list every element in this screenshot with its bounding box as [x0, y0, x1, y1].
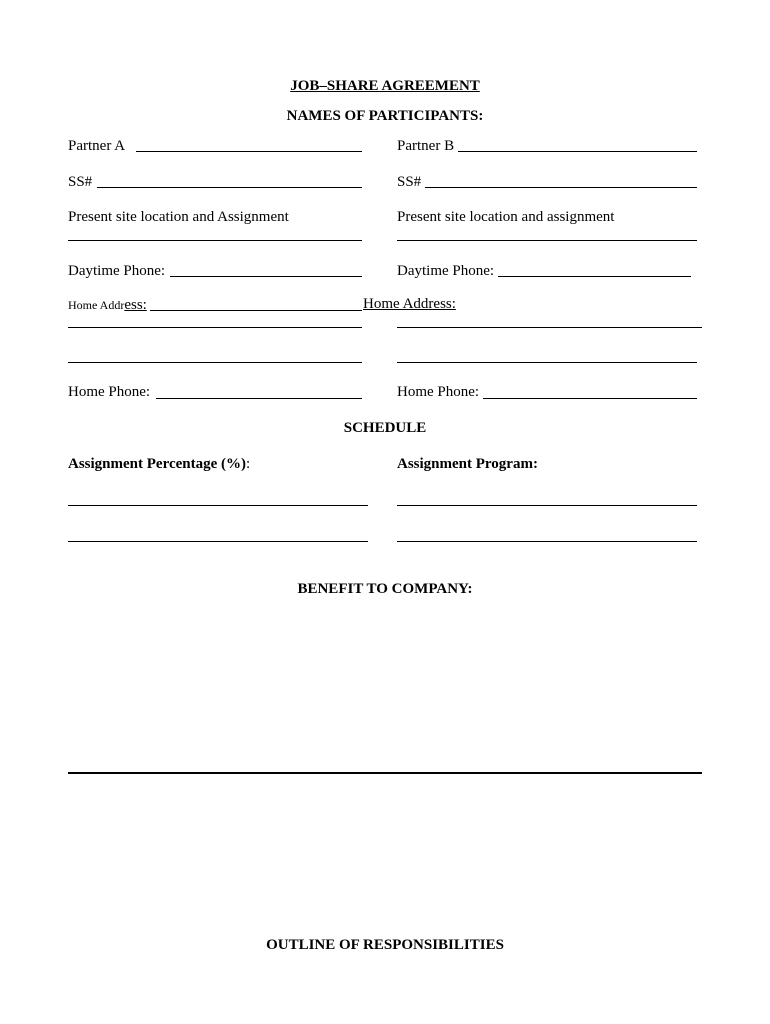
partner-b-label: Partner B: [397, 138, 455, 154]
partner-a-home-address-label-part2: ess:: [124, 297, 147, 313]
partner-a-home-address-inline[interactable]: [150, 310, 362, 311]
partner-a-home-phone-label: Home Phone:: [68, 384, 151, 400]
partner-a-site-label: Present site location and Assignment: [68, 209, 289, 225]
partner-a-ss-field[interactable]: [97, 187, 362, 188]
partner-b-daytime-label: Daytime Phone:: [397, 263, 495, 279]
partner-b-ss-field[interactable]: [425, 187, 697, 188]
partner-a-ss-label: SS#: [68, 174, 93, 190]
assignment-percentage-colon: :: [246, 456, 251, 472]
partner-b-home-address-line2[interactable]: [397, 362, 697, 363]
partner-b-field[interactable]: [458, 151, 697, 152]
assignment-program-label: Assignment Program:: [397, 456, 538, 472]
assignment-program-line2[interactable]: [397, 541, 697, 542]
responsibilities-heading: OUTLINE OF RESPONSIBILITIES: [266, 937, 504, 953]
assignment-program-line1[interactable]: [397, 505, 697, 506]
assignment-percentage-label: [68, 456, 250, 473]
benefit-heading: BENEFIT TO COMPANY:: [297, 581, 473, 597]
partner-a-home-address-label-part1: Home Addr: [68, 298, 125, 312]
partner-a-field[interactable]: [136, 151, 362, 152]
partner-a-home-phone-field[interactable]: [156, 398, 362, 399]
participants-heading: NAMES OF PARTICIPANTS:: [286, 108, 484, 124]
partner-b-site-label: Present site location and assignment: [397, 209, 615, 225]
partner-a-site-field[interactable]: [68, 240, 362, 241]
partner-a-home-address-line1[interactable]: [68, 327, 362, 328]
document-title: JOB–SHARE AGREEMENT: [290, 78, 480, 94]
partner-a-home-address-line2[interactable]: [68, 362, 362, 363]
partner-b-daytime-field[interactable]: [498, 276, 691, 277]
assignment-percentage-line1[interactable]: [68, 505, 368, 506]
partner-a-daytime-field[interactable]: [170, 276, 362, 277]
assignment-percentage-text: Assignment Percentage (%): [68, 456, 247, 472]
partner-a-home-address-label: [68, 296, 147, 314]
partner-b-ss-label: SS#: [397, 174, 422, 190]
partner-b-home-phone-label: Home Phone:: [397, 384, 480, 400]
schedule-heading: SCHEDULE: [343, 420, 427, 436]
partner-b-home-address-label: Home Address:: [363, 296, 456, 312]
partner-b-home-address-line1[interactable]: [397, 327, 702, 328]
partner-a-label: Partner A: [68, 138, 126, 154]
partner-b-site-field[interactable]: [397, 240, 697, 241]
assignment-percentage-line2[interactable]: [68, 541, 368, 542]
benefit-divider: [68, 772, 702, 774]
partner-a-daytime-label: Daytime Phone:: [68, 263, 166, 279]
partner-b-home-phone-field[interactable]: [483, 398, 697, 399]
